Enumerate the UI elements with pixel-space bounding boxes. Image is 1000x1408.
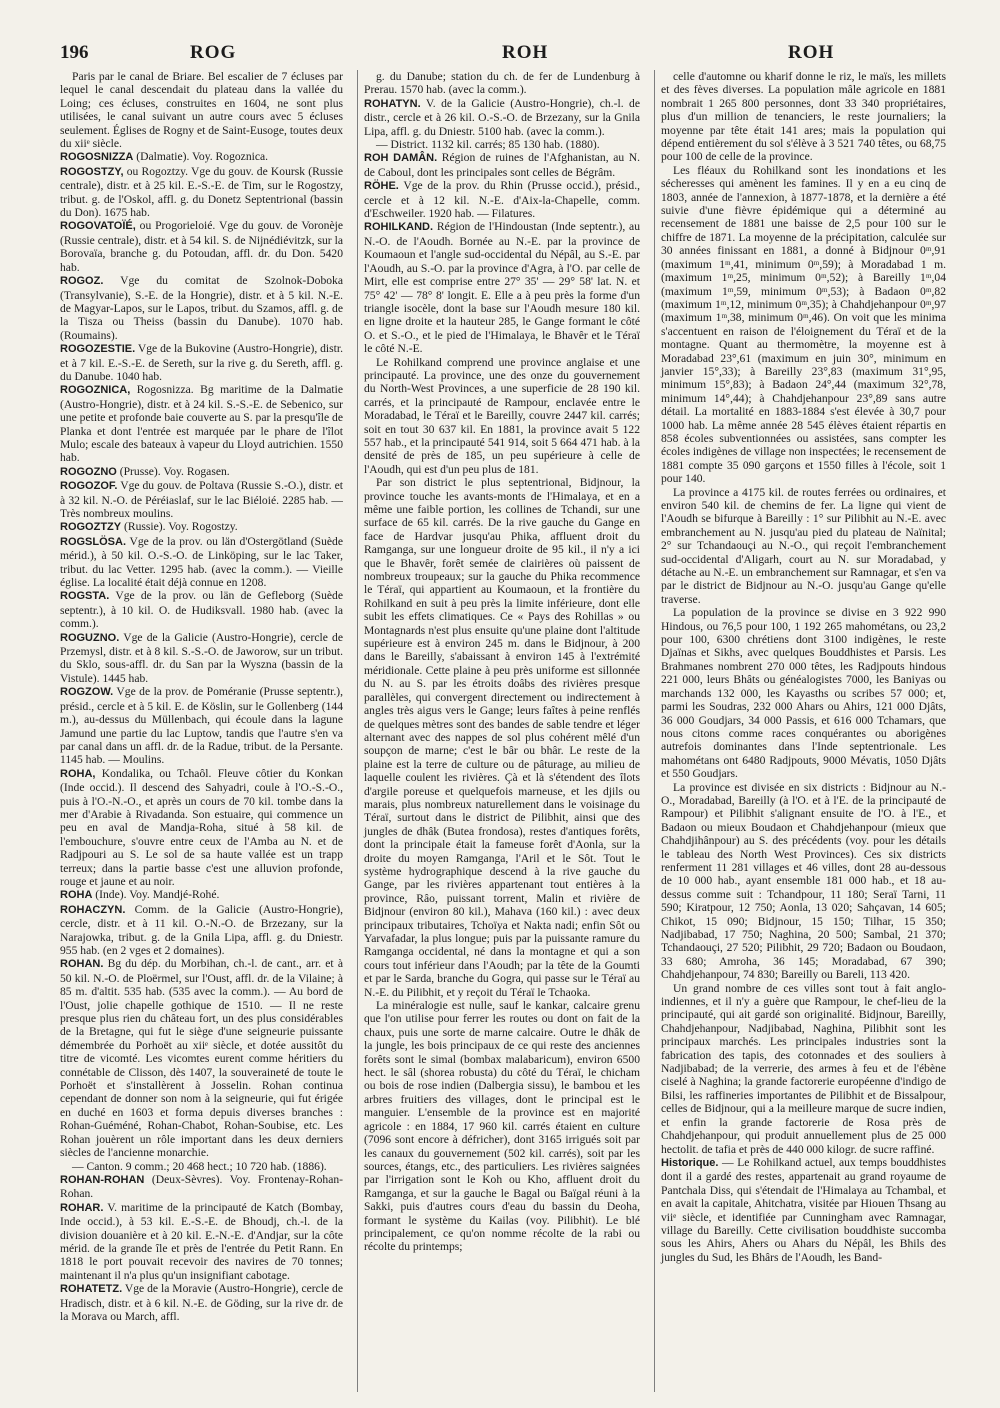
entry-text: Kondalika, ou Tchaôl. Fleuve côtier du Konkan (Inde occid.). Il descend des Sahyadri, coule à l'O.-S.-O., puis à l'O.-N.-O., et après un cours de 70 kil. tombe dans la mer d'Arabie à Rivadanda. Son estuaire, qui commence un peu en aval de Mandja-Roha, situé à 58 kil. de l'embouchure, s'ouvre entre ceux de l'Amba au N. et de Radjpouri au S. Le sol de sa haute vallée est un trapp terreux; dans la partie basse c'est une alluvion profonde, rouge et jaune et au noir. <box>60 766 343 888</box>
paragraph <box>364 70 640 97</box>
entry-text: (Russie). Voy. Rogostzy. <box>121 520 238 534</box>
entry-text: Vge de la prov. ou län de Gefleborg (Suède septentr.), à 10 kil. O. de Hudiksvall. 1980 hab. (avec la comm.). <box>60 589 343 631</box>
entry-text: (Deux-Sèvres). Voy. Frontenay-Rohan-Rohan. <box>60 1172 343 1201</box>
dictionary-entry <box>60 150 343 164</box>
entry-text: — District. 1132 kil. carrés; 85 130 hab. (1880). <box>376 138 600 152</box>
headword: ROGSLÖSA. <box>60 535 127 548</box>
dictionary-entry <box>60 1201 343 1282</box>
paragraph <box>661 486 946 607</box>
entry-text: (Prusse). Voy. Rogasen. <box>116 464 230 478</box>
entry-text: ou Rogoztzy. Vge du gouv. de Koursk (Russie centrale), distr. et à 25 kil. E.-S.-E. de Tim, sur le Rogostzy, tribut. g. de l'Oskol, affl. g. du Donetz Septentrional (bassin du Don). 1675 hab. <box>60 164 343 220</box>
dictionary-entry <box>364 97 640 138</box>
entry-text: Région de l'Hindoustan (Inde septentr.), au N.-O. de l'Aoudh. Bornée au N.-E. par la province de Koumaoun et l'angle sud-occidental du Népâl, au S.-E. par l'Aoudh, au S.-O. par la province d'Agra, à l'O. par celle de Mirt, elle est comprise entre 27° 35' — 29° 58' lat. N. et 75° 42' — 78° 8' longit. E. Elle a à peu près la forme d'un triangle isocèle, dont la base sur l'Aoudh mesure 180 kil. en ligne droite et la hauteur 285, le Gange formant le côté O. et S.-O., et le pied de l'Himalaya, le Bhavêr et le Téraï le côté N.-E. <box>364 220 640 356</box>
entry-text: Comm. de la Galicie (Austro-Hongrie), cercle, distr. et à 11 kil. O.-N.-O. de Brzezany, sur la Narajowka, tribut. g. de la Gnila Lipa, affl. g. du Dniestr. 955 hab. (en 2 vges et 2 domaines). <box>60 902 343 957</box>
entry-text: Bg du dép. du Morbihan, ch.-l. de cant., arr. et à 50 kil. N.-O. de Ploërmel, sur l'Oust, affl. dr. de la Vilaine; à 85 m. d'altit. 535 hab. (535 avec la comm.). — Au bord de l'Oust, jolie chapelle gothique de 1510. — Il ne reste presque plus rien du château fort, un des plus considérables de la Bretagne, qui fut le siège d'une seigneurie puissante démembrée du Porhoët au xiiᵉ siècle, et dotée aussitôt du titre de vicomté. Les vicomtes eurent comme héritiers du connétable de Clisson, dès 1407, la souveraineté de toute le Porhoët et s'installèrent à Josselin. Rohan continua cependant de donner son nom à la seigneurie, qui fut érigée en duché en 1603 et forma depuis diverses branches : Rohan-Guéméné, Rohan-Chabot, Rohan-Soubise, etc. Les Rohan jouèrent un rôle important dans les deux derniers siècles de l'ancienne monarchie. <box>60 957 343 1160</box>
dictionary-entry <box>60 631 343 686</box>
headword: ROGOZNO <box>60 465 117 478</box>
headword: ROHAN. <box>60 958 104 971</box>
dictionary-entry <box>60 1173 343 1201</box>
entry-text: Rogosnizza. Bg maritime de la Dalmatie (Austro-Hongrie), distr. et à 24 kil. S.-S.-E. de Sebenico, sur une petite et profonde baie couverte au S. par la presqu'île de Planka et dont l'entrée est marquée par le phare de l'îlot Mulo; escale des bateaux à vapeur du Lloyd autrichien. 1550 hab. <box>60 383 343 465</box>
paragraph <box>661 164 946 486</box>
headword: ROGOZESTIE. <box>60 343 136 356</box>
entry-text: La minéralogie est nulle, sauf le kankar, calcaire grenu que l'on utilise pour ferrer les routes ou dont on fait de la chaux, puis une sorte de marne calcaire. Outre le dhâk de la jungle, les bois principaux de ce qui reste des anciennes forêts sont le simal (bombax malabaricum), environ 6500 hect. le sâl (shorea robusta) du côté du Téraï, le chicham ou bois de rose indien (Dalbergia sissu), le bambou et les arbres fruitiers des villages, dont le principal est le manguier. L'ensemble de la province est en majorité agricole : en 1884, 17 960 kil. carrés étaient en culture (7096 sont encore à défricher), dont 3165 irrigués soit par les canaux du gouvernement (502 kil. carrés), soit par les sources, étangs, etc., des particuliers. Les rivières saignées par l'irrigation sont le Koh ou Kho, affluent droit du Ramganga, et sur la gauche le Bagal ou Baïgal réuni à la Sakki, puis d'autres cours d'eau du bassin du Deoha, formant le système du Kailas (voy. Pilibhit). Le blé principalement, ce qu'on nomme récolte de la rabi ou récolte du printemps; <box>364 999 640 1254</box>
dictionary-entry <box>60 383 343 464</box>
paragraph <box>661 781 946 982</box>
headword: ROHACZYN. <box>60 903 126 916</box>
dictionary-entry <box>364 220 640 355</box>
headword: ROHAR. <box>60 1201 104 1214</box>
entry-text: Vge de la prov. ou län d'Ostergötland (Suède mérid.), à 50 kil. O.-S.-O. de Linköping, sur le lac Taker, tribut. du lac Vetter. 1295 hab. (avec la comm.). — Vieille église. La localité était déjà connue en 1208. <box>60 534 343 590</box>
headword: ROGOZNICA, <box>60 384 131 397</box>
headword: ROGZOW. <box>60 686 114 699</box>
entry-text: — Canton. 9 comm.; 20 468 hect.; 10 720 hab. (1886). <box>72 1159 327 1173</box>
entry-text: Paris par le canal de Briare. Bel escalier de 7 écluses par lequel le canal descendait du plateau dans la vallée du Loing; ces écluses, construites en 1604, ne sont plus utilisées, le canal suivant un autre cours avec 5 écluses seulement. Églises de Rogny et de Saint-Eusoge, toutes deux du xiiᵉ siècle. <box>60 70 343 151</box>
headword: ROHA, <box>60 767 96 780</box>
entry-text: Vge de la prov. du Rhin (Prusse occid.), présid., cercle et à 12 kil. N.-E. d'Aix-la-Chapelle, comm. d'Eschweiler. 1920 hab. — Filatures. <box>364 179 640 221</box>
entry-text: Vge de la Galicie (Austro-Hongrie), cercle de Przemysl, distr. et à 8 kil. S.-S.-O. de Jaworow, sur un tribut. du Sklo, sous-affl. dr. du San par la Wyszna (bassin de la Vistule). 1445 hab. <box>60 630 343 685</box>
dictionary-entry <box>60 957 343 1159</box>
dictionary-entry <box>60 589 343 630</box>
page-number: 196 <box>60 42 89 63</box>
headword: ROGOSTZY, <box>60 165 124 178</box>
headword: ROHATYN. <box>364 97 421 110</box>
paragraph <box>364 356 640 477</box>
left-running-head: ROG <box>190 42 237 63</box>
dictionary-entry <box>60 1282 343 1323</box>
headword: ROHAN-ROHAN <box>60 1173 145 1186</box>
dictionary-entry <box>60 479 343 520</box>
text-columns <box>60 70 960 1392</box>
entry-text: (Inde). Voy. Mandjé-Rohé. <box>92 888 220 902</box>
headword: ROHA <box>60 889 93 902</box>
headword: ROGOZ. <box>60 275 104 288</box>
dictionary-entry <box>364 179 640 220</box>
dictionary-entry <box>60 219 343 274</box>
dictionary-entry <box>60 342 343 383</box>
entry-text: Vge de la Moravie (Austro-Hongrie), cercle de Hradisch, distr. et à 6 kil. N.-E. de Göding, sur la rive dr. de la Morava ou March, affl. <box>60 1282 343 1323</box>
column-1 <box>60 70 343 1392</box>
dictionary-entry <box>364 151 640 179</box>
entry-text: La province est divisée en six districts : Bidjnour au N.-O., Moradabad, Bareilly (à l'O. et à l'E. de la principauté de Rampour) et Pilibhit s'alignant ensuite de l'O. à l'E., et Badaon ou mieux Boudaon et Chahdjehanpour (mieux que Chahdjihânpour) au S. des précédents (voy. pour les détails le tableau des North West Provinces). Ces six districts renferment 11 281 villages et 46 villes, dont 28 au-dessous de 10 000 hab., ayant ensemble 181 000 hab., et 18 au-dessus comme suit : Tchandpour, 11 180; Seraï Tarni, 11 590; Kiratpour, 12 750; Aonla, 13 020; Sahçavan, 14 605; Chikot, 15 090; Bidjnour, 15 150; Tilhar, 15 350; Nadjibabad, 17 750; Naghina, 20 500; Sambal, 21 370; Tchandaouçi, 27 520; Pilibhit, 29 720; Badaon ou Boudaon, 33 680; Amroha, 36 145; Moradabad, 67 390; Chahdjehanpour, 74 830; Bareilly ou Bareli, 113 420. <box>661 780 946 982</box>
entry-text: — Le Rohilkand actuel, aux temps bouddhistes dont il a gardé des restes, appartenait au grand royaume de Pantchala Diss, qui s'étendait de l'Himalaya au Tchambal, et en avait la capitale, Ahitchatra, visitée par Hiouen Thsang au viiᵉ siècle, et identifiée par Cunningham avec Ramnagar, village du Bareilly. Cette civilisation bouddhiste succomba sous les Ahirs, Ahers ou Ahars du Népâl, les Bhils des jungles du Sud, les Bhârs de l'Aoudh, les Band- <box>661 1155 946 1264</box>
dictionary-entry <box>60 520 343 534</box>
page-header <box>60 36 948 66</box>
entry-text: Par son district le plus septentrional, Bidjnour, la province touche les avants-monts de l'Himalaya, et en a même une faible portion, les collines de Tchandi, sur une surface de 65 kil. carrés. De la rive gauche du Gange en face de Hardvar jusqu'au Phika, affluent droit du Ramganga, sur une longueur droite de 95 kil., il n'y a ici que le Bhavêr, forêt semée de clairières où paissent de nombreux troupeaux; sur la gauche du Phika recommence le Téraï, qui appartient au Koumaoun, et la frontière du Rohilkand en suit à peu près la limite inférieure, dont elle subit les effets climatiques. Ce « Pays des Rohillas » ou Montagnards n'est plus ensuite qu'une plaine dont l'altitude supérieure est à environ 245 m. dans le Bidjnour, à 200 dans le Bareilly, s'abaissant à environ 145 à l'extrémité méridionale. Cette plaine à peu près uniforme est sillonnée du N. au S. par les étroits doâbs des rivières presque parallèles, qui convergent directement ou indirectement à angles très aigus vers le Gange; leurs faîtes à peine renflés de quelques mètres sont des bandes de sable tendre et léger alternant avec des nappes de sol plus cohérent mêlé d'un soupçon de marne; c'est le bâr ou bhâr. Le reste de la plaine est la terre de culture ou de pâturage, au milieu de laquelle coulent les rivières. Çà et là s'étendent des îlots d'argile poreuse et quelquefois marneuse, et les djils ou marais, plus nombreux naturellement dans le voisinage du Téraï, surtout dans le district de Pilibhit, ainsi que des jungles de dhâk (Butea frondosa), restes d'antiques forêts, dont la principale était la fameuse forêt d'Aonla, sur la droite du moyen Ramganga, l'Aril et le Sôt. Tout le système hydrographique descend à la rive gauche du Gange, par les rivières appartenant tout entières à la province, Râo, puissant torrent, Malin et rivière de Bidjnour (environ 80 kil.), Mahava (160 kil.) : avec deux principaux tributaires, Tchoïya et Nakta nadi; enfin Sôt ou Yarvafadar, la plus longue; puis par la puissante ramure du Ramganga occidental, né dans la montagne et qui a son cours tout inférieur dans l'Aoudh; par la tête de la Goumti et par le Sarda, branche du Gogra, qui passe sur le Téraï au N.-E. du Pilibhit, et y reçoit du Téraï le Tchaoka. <box>364 476 640 999</box>
dictionary-entry <box>60 767 343 889</box>
entry-text: La population de la province se divise en 3 922 990 Hindous, ou 76,5 pour 100, 1 192 265 mahométans, ou 23,2 pour 100, 6300 chrétiens dont 3100 indigènes, le reste Djaïnas et Sikhs, avec quelques Bouddhistes et Parsis. Les Brahmanes nombrent 270 000 têtes, les Radjpouts hindous 221 000, leurs Bhâts ou généalogistes 7000, les Baniyas ou marchands 132 000, les Kayasths ou scribes 57 000; et, parmi les Soudras, 232 000 Ahars ou Ahirs, 121 000 Djâts, 36 000 Goudjars, 34 000 Passis, et 616 000 Tchamars, que nous citons comme races conquérantes ou aborigènes autrefois dominantes dans l'Inde septentrionale. Les mahométans ont 6480 Radjpouts, 9000 Mévatis, 1050 Djâts et 550 Goudjars. <box>661 606 946 781</box>
headword: ROHATETZ. <box>60 1283 123 1296</box>
dictionary-entry <box>60 888 343 902</box>
dictionary-entry <box>661 1156 946 1264</box>
center-running-head: ROH <box>502 42 549 63</box>
paragraph <box>661 606 946 780</box>
entry-text: Vge du comitat de Szolnok-Doboka (Transylvanie), S.-E. de la Hongrie), distr. et à 5 kil. N.-E. de Magyar-Lapos, sur le Lapos, tribut. du Szamos, affl. g. de la Tisza ou Theiss (bassin du Danube). 1070 hab. (Roumains). <box>60 274 343 342</box>
paragraph <box>661 982 946 1156</box>
dictionary-entry <box>60 274 343 342</box>
entry-text: Vge de la Bukovine (Austro-Hongrie), distr. et à 7 kil. E.-S.-E. de Sereth, sur la rive g. du Sereth, affl. g. du Danube. 1040 hab. <box>60 342 343 383</box>
headword: ROGUZNO. <box>60 631 120 644</box>
entry-text: Un grand nombre de ces villes sont tout à fait anglo-indiennes, et il n'y a guère que Rampour, le chef-lieu de la principauté, qui ait gardé son originalité. Bidjnour, Bareilly, Chahdjehanpour, Nadjibabad, Naghina, Pilibhit sont les principaux marchés. Les principales industries sont la fabrication des tapis, des cotonnades et des souliers à Nadjibabad; de la verrerie, des armes à feu et de l'ébène ciselé à Naghina; la grande factorerie européenne d'indigo de Bilsi, les raffineries importantes de Pilibhit et de Bissalpour, celles de Bidjnour, qui a la meilleure marque de sucre indien, et enfin la grande factorerie de Rosa près de Chahdjehanpour, qui produit annuellement plus de 25 000 hectolit. de tafia et près de 440 000 kilogr. de sucre raffiné. <box>661 981 946 1156</box>
entry-text: Vge du gouv. de Poltava (Russie S.-O.), distr. et à 32 kil. N.-O. de Péréiaslaf, sur le lac Biéloié. 2285 hab. — Très nombreux moulins. <box>60 479 343 520</box>
dictionary-entry <box>60 903 343 958</box>
entry-text: Le Rohilkand comprend une province anglaise et une principauté. La province, une des onze du gouvernement du North-West Provinces, a une superficie de 28 190 kil. carrés, et la principauté de Rampour, enclavée entre le Moradabad, le Téraï et le Bareilly, couvre 2447 kil. carrés; soit en tout 30 637 kil. En 1881, la province avait 5 122 557 hab., et la principauté 541 914, soit 5 664 471 hab. à la densité de près de 185, un peu supérieure à celle de l'Aoudh, qui est d'un peu plus de 181. <box>364 355 640 476</box>
paragraph <box>364 138 640 151</box>
dictionary-entry <box>60 165 343 220</box>
paragraph <box>60 1160 343 1173</box>
headword: ROGOSNIZZA <box>60 151 134 164</box>
dictionary-entry <box>60 465 343 479</box>
paragraph <box>364 999 640 1254</box>
headword: ROGOVATOÏÉ, <box>60 220 136 233</box>
entry-text: Les fléaux du Rohilkand sont les inondations et les sécheresses qui amènent les famines. Il y en a eu cinq de 1803, année de l'annexion, à 1877-1878, et la dernière a été suivie d'une fièvre épidémique qui a déterminé au recensement de 1881 une baisse de 2,5 pour 100 sur le chiffre de 1871. La moyenne de la précipitation, calculée sur 30 années finissant en 1881, a donné à Bidjnour 0ᵐ,91 (maximum 1ᵐ,41, minimum 0ᵐ,59); à Moradabad 1 m. (maximum 1ᵐ,25, minimum 0ᵐ,52); à Bareilly 1ᵐ,04 (maximum 1ᵐ,59, minimum 0ᵐ,53); à Badaon 0ᵐ,82 (maximum 1ᵐ,12, minimum 0ᵐ,35); à Chahdjehanpour 0ᵐ,97 (maximum 1ᵐ,38, minimum 0ᵐ,46). On voit que les minima s'accentuent en raison de l'éloignement du Téraï et de la montagne. Quant au thermomètre, la moyenne est à Moradabad 23°,61 (maximum en juin 30°, minimum en janvier 15°,33); à Bareilly 23°,83 (maximum 31°,95, minimum 15°,83); à Badaon 24°,44 (maximum 32°,78, minimum 14°,44); à Chahdjehanpour 23°,89 sans autre détail. La mortalité en 1883-1884 s'est élevée à 30,7 pour 1000 hab. La même année 28 545 élèves étaient répartis en 858 écoles subventionnées ou assistées, sans compter les écoles indigènes de village non inspectées; le recensement de 1881 compte 35 090 garçons et 1550 filles à l'école, soit 1 pour 140. <box>661 163 946 486</box>
headword: ROGOZTZY <box>60 521 122 534</box>
dictionary-entry <box>60 535 343 590</box>
headword: Historique. <box>661 1156 719 1169</box>
headword: ROGSTA. <box>60 590 110 603</box>
headword: ROHILKAND. <box>364 221 434 234</box>
entry-text: (Dalmatie). Voy. Rogoznica. <box>133 150 269 164</box>
headword: RÖHE. <box>364 180 399 193</box>
dictionary-entry <box>60 685 343 766</box>
paragraph <box>60 70 343 150</box>
entry-text: V. maritime de la principauté de Katch (Bombay, Inde occid.), à 53 kil. E.-S.-E. de Bhoudj, ch.-l. de la division douanière et à 20 kil. E.-N.-E. d'Andjar, sur la côte mérid. de la grande île et près de l'entrée du Petit Rann. En 1818 le port pouvait recevoir des navires de 70 tonnes; maintenant il n'a plus qu'un insignifiant cabotage. <box>60 1200 343 1282</box>
paragraph <box>661 70 946 164</box>
entry-text: ou Progorieloié. Vge du gouv. de Voronèje (Russie centrale), distr. et à 54 kil. S. de Nijnédiévitzk, sur la Borovaïa, branche g. du Potoudan, affl. dr. du Don. 5420 hab. <box>60 219 343 274</box>
entry-text: g. du Danube; station du ch. de fer de Lundenburg à Prerau. 1570 hab. (avec la comm.). <box>364 70 640 97</box>
column-2 <box>357 70 640 1392</box>
entry-text: Vge de la prov. de Poméranie (Prusse septentr.), présid., cercle et à 5 kil. E. de Köslin, sur le Gollenberg (144 m.), au-dessus du Müllenbach, qui écoule dans la lagune Jamund une partie du lac Luptow, tandis que l'autre s'en va par canal dans un affl. dr. de la Radue, tribut. de la Persante. 1145 hab. — Moulins. <box>60 685 343 767</box>
right-running-head: ROH <box>788 42 835 63</box>
paragraph <box>364 476 640 999</box>
entry-text: V. de la Galicie (Austro-Hongrie), ch.-l. de distr., cercle et à 26 kil. O.-S.-O. de Brzezany, sur la Gnila Lipa, affl. g. du Dniestr. 5100 hab. (avec la comm.). <box>364 96 640 138</box>
headword: ROH DAMÂN. <box>364 152 438 165</box>
headword: ROGOZOF. <box>60 480 118 493</box>
entry-text: La province a 4175 kil. de routes ferrées ou ordinaires, et environ 540 kil. de chemins de fer. La ligne qui vient de l'Aoudh se bifurque à Bareilly : 1° sur Pilibhit au N.-E. avec embranchement au N. jusqu'au pied du plateau de Naïnital; 2° sur Tchandaouçi au N.-O., qui reçoit l'embranchement sud-occidental d'Aligarh, court au N. sur Moradabad, y détache au N.-E. un embranchement sur Ramnagar, et s'en va par le district de Bidjnour au N.-O. jusqu'au Gange qu'elle traverse. <box>661 485 946 606</box>
entry-text: celle d'automne ou kharif donne le riz, le maïs, les millets et des fèves diverses. La population mâle agricole en 1881 nombrait 1 265 800 personnes, dont 33 340 propriétaires, plus d'un million de tenanciers, le reste journaliers; la moyenne par tête était 141 ares; mais la population qui dépend entièrement du sol s'élève à 3 521 740 têtes, ou 68,75 pour 100 de celle de la province. <box>661 70 946 164</box>
column-3 <box>654 70 946 1392</box>
entry-text: Région de ruines de l'Afghanistan, au N. de Caboul, dont les principales sont celles de Bégrâm. <box>364 151 640 179</box>
